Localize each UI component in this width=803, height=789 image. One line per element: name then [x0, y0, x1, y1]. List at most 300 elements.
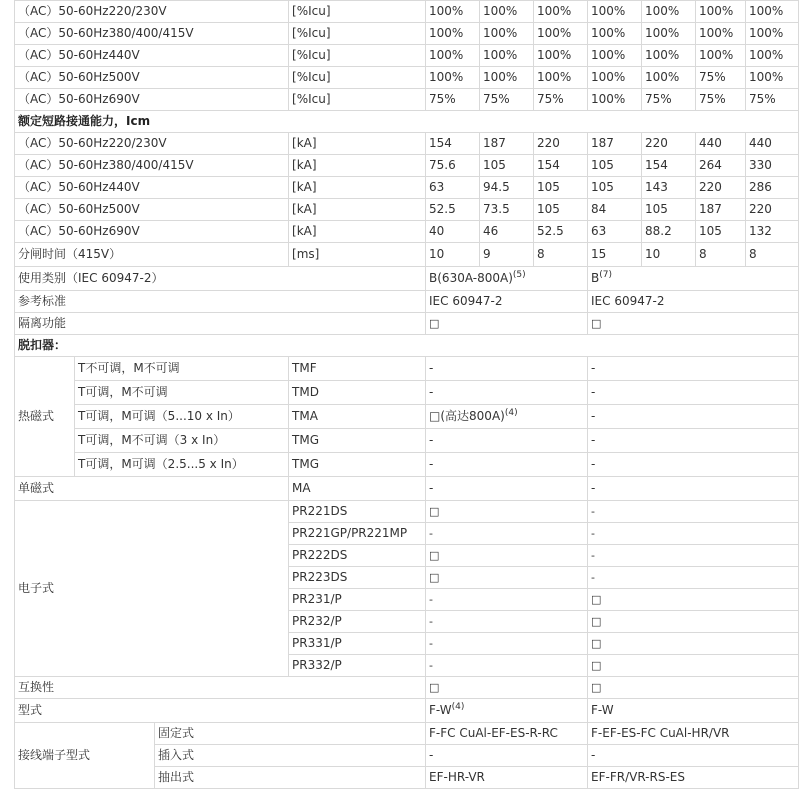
value-cell: [426, 767, 588, 789]
row-label: [75, 453, 289, 477]
unit-cell: [289, 1, 426, 23]
value-cell: [746, 89, 799, 111]
value-cell: [588, 45, 642, 67]
value-cell: [534, 155, 588, 177]
cell-text: 10: [429, 247, 445, 261]
cell-text: （AC）50-60Hz690V: [18, 92, 140, 106]
value-cell: [480, 89, 534, 111]
value-cell: [480, 155, 534, 177]
cell-text: 220: [749, 202, 772, 216]
ics-row: [15, 23, 799, 45]
footnote-marker: (7): [599, 270, 612, 280]
value-cell: [588, 655, 799, 677]
cell-text: 63: [429, 180, 445, 194]
cell-text: 100%: [483, 26, 518, 40]
cell-text: 100%: [645, 26, 680, 40]
value-cell: [588, 267, 799, 291]
cell-text: 100%: [537, 70, 572, 84]
cell-text: □: [591, 659, 602, 672]
value-cell: [426, 611, 588, 633]
spec-table-container: [14, 0, 798, 787]
cell-text: PR331/P: [292, 636, 342, 650]
unit-cell: [289, 23, 426, 45]
cell-text: 440: [699, 136, 722, 150]
value-cell: [426, 699, 588, 723]
version-row: [15, 699, 799, 723]
value-cell: [746, 1, 799, 23]
cell-text: TMG: [292, 433, 319, 447]
cell-text: PR332/P: [292, 658, 342, 672]
cell-text: 热磁式: [18, 409, 55, 423]
value-cell: [588, 381, 799, 405]
value-cell: [746, 133, 799, 155]
icm-row: [15, 177, 799, 199]
row-label: [75, 429, 289, 453]
cell-text: [ms]: [292, 247, 320, 261]
unit-cell: [289, 45, 426, 67]
value-cell: [426, 477, 588, 501]
value-cell: [588, 23, 642, 45]
cell-text: 75.6: [429, 158, 456, 172]
cell-text: 75%: [429, 92, 456, 106]
value-cell: [588, 177, 642, 199]
cell-text: 75%: [699, 92, 726, 106]
value-cell: [588, 545, 799, 567]
value-cell: [426, 155, 480, 177]
cell-text: 75%: [699, 70, 726, 84]
cell-text: 264: [699, 158, 722, 172]
cell-text: 9: [483, 247, 491, 261]
row-label: [75, 381, 289, 405]
cell-text: 100%: [537, 48, 572, 62]
cell-text: PR221GP/PR221MP: [292, 526, 408, 540]
unit-cell: [289, 67, 426, 89]
cell-text: -: [429, 481, 434, 495]
code-cell: [289, 357, 426, 381]
cell-text: □(高达800A): [429, 409, 505, 423]
cell-text: 分闸时间（415V）: [18, 247, 122, 261]
cell-text: [kA]: [292, 180, 317, 194]
section-title: [15, 335, 799, 357]
value-cell: [426, 267, 588, 291]
value-cell: [642, 155, 696, 177]
value-cell: [746, 243, 799, 267]
cell-text: [kA]: [292, 224, 317, 238]
value-cell: [588, 767, 799, 789]
unit-cell: [289, 155, 426, 177]
section-header-row: [15, 335, 799, 357]
cell-text: 330: [749, 158, 772, 172]
cell-text: 52.5: [429, 202, 456, 216]
value-cell: [534, 23, 588, 45]
cell-text: 10: [645, 247, 661, 261]
value-cell: [426, 745, 588, 767]
value-cell: [426, 1, 480, 23]
value-cell: [426, 677, 588, 699]
cell-text: -: [429, 615, 433, 628]
value-cell: [588, 313, 799, 335]
value-cell: [642, 133, 696, 155]
cell-text: IEC 60947-2: [591, 294, 665, 308]
row-label: [15, 177, 289, 199]
cell-text: 8: [699, 247, 707, 261]
cell-text: （AC）50-60Hz690V: [18, 224, 140, 238]
row-label: [15, 267, 426, 291]
cell-text: 固定式: [158, 726, 195, 740]
value-cell: [426, 221, 480, 243]
value-cell: [534, 177, 588, 199]
value-cell: [696, 177, 746, 199]
cell-text: 100%: [645, 70, 680, 84]
cell-text: 8: [537, 247, 545, 261]
cell-text: B: [591, 271, 600, 285]
value-cell: [588, 633, 799, 655]
value-cell: [746, 23, 799, 45]
group-label: [15, 723, 155, 789]
cell-text: -: [591, 549, 595, 562]
value-cell: [480, 177, 534, 199]
value-cell: [588, 405, 799, 429]
cell-text: 105: [699, 224, 722, 238]
cell-text: 100%: [591, 4, 626, 18]
value-cell: [588, 611, 799, 633]
thermal-row: [15, 453, 799, 477]
cell-text: 15: [591, 247, 607, 261]
value-cell: [696, 133, 746, 155]
value-cell: [480, 45, 534, 67]
cell-text: 187: [591, 136, 614, 150]
cell-text: 105: [645, 202, 668, 216]
value-cell: [426, 133, 480, 155]
cell-text: F-EF-ES-FC CuAl-HR/VR: [591, 726, 730, 740]
cell-text: 100%: [645, 48, 680, 62]
cell-text: [%Icu]: [292, 48, 331, 62]
row-label: [15, 45, 289, 67]
code-cell: [289, 633, 426, 655]
value-cell: [746, 45, 799, 67]
value-cell: [426, 545, 588, 567]
cell-text: □: [591, 593, 602, 606]
cell-text: -: [429, 748, 434, 762]
spec-table: [14, 0, 799, 789]
cell-text: T可调，M可调（5...10 x In）: [78, 409, 240, 423]
value-cell: [588, 89, 642, 111]
code-cell: [289, 545, 426, 567]
value-cell: [534, 1, 588, 23]
cell-text: 8: [749, 247, 757, 261]
cell-text: （AC）50-60Hz440V: [18, 48, 140, 62]
value-cell: [480, 23, 534, 45]
unit-cell: [289, 221, 426, 243]
group-label: [15, 357, 75, 477]
cell-text: （AC）50-60Hz220/230V: [18, 136, 167, 150]
cell-text: 100%: [429, 26, 464, 40]
value-cell: [426, 313, 588, 335]
cell-text: 105: [537, 180, 560, 194]
cell-text: 100%: [749, 48, 784, 62]
cell-text: -: [429, 659, 433, 672]
cell-text: 440: [749, 136, 772, 150]
row-label: [15, 67, 289, 89]
cell-text: 单磁式: [18, 481, 55, 495]
terminal-row: [15, 723, 799, 745]
value-cell: [696, 155, 746, 177]
cell-text: （AC）50-60Hz500V: [18, 202, 140, 216]
value-cell: [588, 67, 642, 89]
value-cell: [426, 45, 480, 67]
cell-text: F-FC CuAl-EF-ES-R-RC: [429, 726, 558, 740]
cell-text: 100%: [749, 4, 784, 18]
value-cell: [642, 67, 696, 89]
cell-text: 100%: [591, 92, 626, 106]
row-label: [15, 199, 289, 221]
cell-text: 84: [591, 202, 607, 216]
icm-row: [15, 199, 799, 221]
unit-cell: [289, 133, 426, 155]
cell-text: 抽出式: [158, 770, 195, 784]
footnote-marker: (4): [451, 702, 465, 712]
value-cell: [588, 133, 642, 155]
value-cell: [642, 89, 696, 111]
value-cell: [746, 67, 799, 89]
code-cell: [289, 523, 426, 545]
row-label: [15, 89, 289, 111]
value-cell: [534, 67, 588, 89]
value-cell: [534, 221, 588, 243]
thermal-row: [15, 357, 799, 381]
cell-text: 220: [537, 136, 560, 150]
row-label: [155, 723, 426, 745]
value-cell: [588, 199, 642, 221]
cell-text: 电子式: [18, 581, 55, 595]
value-cell: [588, 155, 642, 177]
row-label: [15, 1, 289, 23]
value-cell: [426, 723, 588, 745]
value-cell: [696, 67, 746, 89]
cell-text: -: [429, 593, 433, 606]
value-cell: [480, 67, 534, 89]
cell-text: 286: [749, 180, 772, 194]
cell-text: PR231/P: [292, 592, 342, 606]
cell-text: 100%: [483, 4, 518, 18]
cell-text: T可调，M不可调: [78, 385, 168, 399]
value-cell: [696, 243, 746, 267]
value-cell: [426, 177, 480, 199]
cell-text: □: [591, 615, 602, 628]
row-label: [15, 313, 426, 335]
value-cell: [426, 523, 588, 545]
code-cell: [289, 381, 426, 405]
value-cell: [588, 453, 799, 477]
cell-text: -: [591, 505, 595, 518]
cell-text: 75%: [483, 92, 510, 106]
cell-text: 互换性: [18, 680, 55, 694]
value-cell: [534, 45, 588, 67]
cell-text: F-W: [429, 703, 452, 717]
cell-text: 75%: [645, 92, 672, 106]
cell-text: 75%: [749, 92, 776, 106]
value-cell: [480, 1, 534, 23]
value-cell: [426, 633, 588, 655]
row-label: [155, 745, 426, 767]
unit-cell: [289, 199, 426, 221]
value-cell: [642, 1, 696, 23]
cell-text: -: [591, 361, 596, 375]
cell-text: T不可调，M不可调: [78, 361, 180, 375]
value-cell: [642, 221, 696, 243]
cell-text: T可调，M不可调（3 x In）: [78, 433, 226, 447]
cell-text: 187: [699, 202, 722, 216]
value-cell: [746, 177, 799, 199]
cell-text: 40: [429, 224, 445, 238]
value-cell: [696, 1, 746, 23]
cell-text: □: [429, 549, 440, 562]
cell-text: 100%: [591, 70, 626, 84]
cell-text: □: [429, 571, 440, 584]
cell-text: 100%: [537, 26, 572, 40]
cell-text: -: [429, 433, 434, 447]
value-cell: [642, 243, 696, 267]
value-cell: [588, 357, 799, 381]
cell-text: 132: [749, 224, 772, 238]
thermal-row: [15, 429, 799, 453]
electronic-row: [15, 501, 799, 523]
ics-row: [15, 67, 799, 89]
ics-row: [15, 89, 799, 111]
value-cell: [588, 291, 799, 313]
value-cell: [534, 89, 588, 111]
cell-text: 105: [591, 158, 614, 172]
cell-text: 100%: [429, 4, 464, 18]
cell-text: 额定短路接通能力，Icm: [18, 114, 151, 128]
cell-text: （AC）50-60Hz440V: [18, 180, 140, 194]
footnote-marker: (5): [512, 270, 526, 280]
value-cell: [426, 23, 480, 45]
ics-row: [15, 45, 799, 67]
row-label: [155, 767, 426, 789]
thermal-row: [15, 405, 799, 429]
group-label: [15, 501, 289, 677]
row-label: [15, 243, 289, 267]
cell-text: TMA: [292, 409, 318, 423]
cell-text: PR232/P: [292, 614, 342, 628]
value-cell: [426, 589, 588, 611]
cell-text: 100%: [699, 4, 734, 18]
cell-text: 154: [429, 136, 452, 150]
value-cell: [696, 221, 746, 243]
code-cell: [289, 477, 426, 501]
cell-text: 154: [645, 158, 668, 172]
cell-text: 187: [483, 136, 506, 150]
cell-text: -: [591, 748, 596, 762]
cell-text: 100%: [645, 4, 680, 18]
cell-text: 105: [591, 180, 614, 194]
value-cell: [588, 589, 799, 611]
standard-row: [15, 291, 799, 313]
code-cell: [289, 405, 426, 429]
value-cell: [426, 405, 588, 429]
cell-text: 插入式: [158, 748, 195, 762]
cell-text: -: [429, 527, 433, 540]
code-cell: [289, 501, 426, 523]
cell-text: □: [591, 637, 602, 650]
value-cell: [426, 67, 480, 89]
cell-text: [kA]: [292, 136, 317, 150]
cell-text: [%Icu]: [292, 92, 331, 106]
value-cell: [426, 453, 588, 477]
cell-text: 参考标准: [18, 294, 67, 308]
cell-text: 52.5: [537, 224, 564, 238]
code-cell: [289, 611, 426, 633]
cell-text: -: [591, 571, 595, 584]
cell-text: TMF: [292, 361, 317, 375]
cell-text: □: [429, 317, 440, 330]
row-label: [15, 221, 289, 243]
cell-text: 100%: [591, 26, 626, 40]
value-cell: [746, 155, 799, 177]
cell-text: 100%: [429, 48, 464, 62]
code-cell: [289, 453, 426, 477]
value-cell: [426, 357, 588, 381]
cell-text: 73.5: [483, 202, 510, 216]
cell-text: □: [591, 681, 602, 694]
cell-text: [%Icu]: [292, 70, 331, 84]
value-cell: [642, 23, 696, 45]
cell-text: 143: [645, 180, 668, 194]
value-cell: [588, 221, 642, 243]
cell-text: 100%: [483, 48, 518, 62]
cell-text: [%Icu]: [292, 26, 331, 40]
cell-text: EF-HR-VR: [429, 770, 485, 784]
cell-text: 220: [645, 136, 668, 150]
icm-row: [15, 133, 799, 155]
cell-text: 88.2: [645, 224, 672, 238]
value-cell: [426, 429, 588, 453]
value-cell: [588, 501, 799, 523]
value-cell: [588, 477, 799, 501]
isolation-row: [15, 313, 799, 335]
section-title: [15, 111, 799, 133]
cell-text: 105: [483, 158, 506, 172]
cell-text: 100%: [483, 70, 518, 84]
row-label: [15, 477, 289, 501]
value-cell: [588, 243, 642, 267]
code-cell: [289, 655, 426, 677]
value-cell: [696, 199, 746, 221]
interchange-row: [15, 677, 799, 699]
category-row: [15, 267, 799, 291]
cell-text: TMD: [292, 385, 319, 399]
cell-text: 220: [699, 180, 722, 194]
value-cell: [588, 567, 799, 589]
cell-text: [kA]: [292, 158, 317, 172]
cell-text: 100%: [749, 70, 784, 84]
value-cell: [642, 199, 696, 221]
value-cell: [588, 1, 642, 23]
value-cell: [642, 45, 696, 67]
thermal-row: [15, 381, 799, 405]
cell-text: 75%: [537, 92, 564, 106]
value-cell: [642, 177, 696, 199]
unit-cell: [289, 177, 426, 199]
cell-text: 63: [591, 224, 607, 238]
unit-cell: [289, 89, 426, 111]
value-cell: [588, 429, 799, 453]
cell-text: （AC）50-60Hz380/400/415V: [18, 158, 194, 172]
cell-text: 100%: [749, 26, 784, 40]
cell-text: PR223DS: [292, 570, 348, 584]
row-label: [75, 405, 289, 429]
